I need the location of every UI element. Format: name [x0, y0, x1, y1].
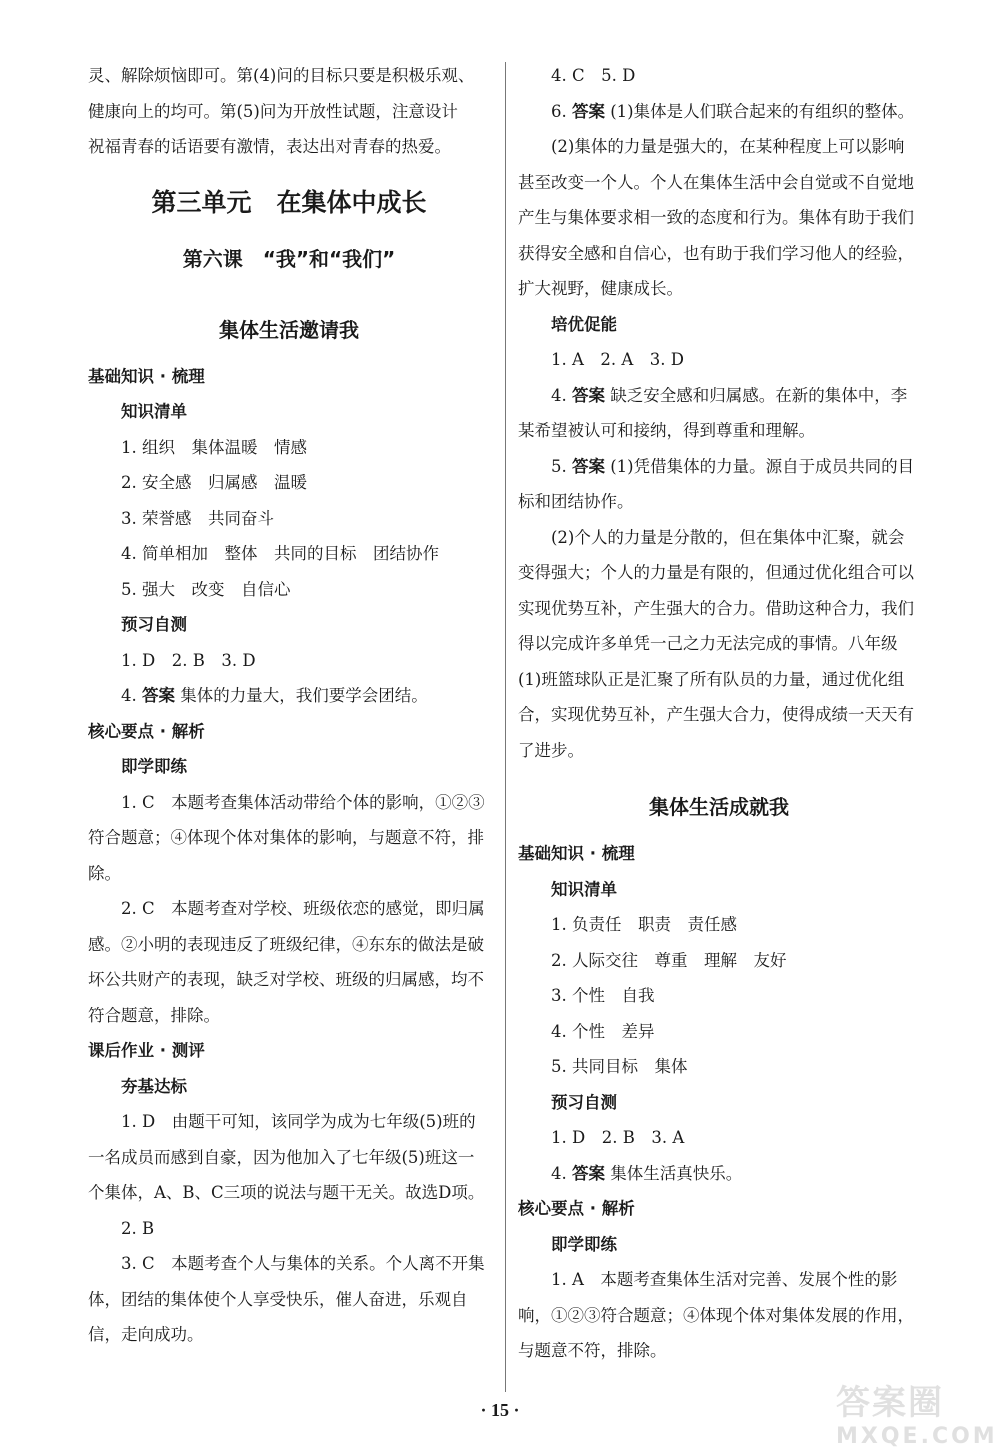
section-heading: 基础知识 · 梳理 — [518, 844, 635, 863]
answer-line — [518, 1156, 920, 1192]
answer-label: 答案 — [142, 686, 175, 705]
subsection-heading: 培优促能 — [551, 314, 617, 334]
answer-text: 缺乏安全感和归属感。在新的集体中，李某希望被认可和接纳，得到尊重和理解。 — [518, 385, 908, 440]
answer-label: 答案 — [572, 456, 605, 476]
column-divider — [505, 62, 506, 1392]
answer-paragraph — [518, 378, 920, 449]
watermark-bottom: MXQE.COM — [836, 1424, 998, 1449]
list-item: 3. 个性 自我 — [551, 986, 655, 1005]
answer-number: 4. — [121, 686, 137, 705]
section-heading: 课后作业 · 测评 — [88, 1041, 205, 1060]
answer-paragraph: 1. A 本题考查集体生活对完善、发展个性的影响，①②③符合题意；④体现个体对集体发展的作用，与题意不符，排除。 — [518, 1270, 914, 1360]
list-item: 2. 安全感 归属感 温暖 — [121, 473, 307, 492]
answer-number: 6. — [551, 101, 567, 121]
list-item: 1. 负责任 职责 责任感 — [551, 915, 737, 934]
subsection-heading: 夯基达标 — [121, 1076, 187, 1096]
subsection-heading: 即学即练 — [121, 757, 187, 776]
list-item: 4. 个性 差异 — [551, 1021, 655, 1041]
section-heading: 核心要点 · 解析 — [518, 1199, 635, 1218]
answer-text: (1)凭借集体的力量。源自于成员共同的目标和团结协作。 — [518, 456, 915, 511]
answer-paragraph — [518, 449, 920, 520]
subsection-heading: 即学即练 — [551, 1234, 617, 1254]
answer-number: 4. — [551, 385, 567, 405]
left-column — [88, 58, 490, 1353]
intro-line: 祝福青春的话语要有激情，表达出对青春的热爱。 — [88, 137, 451, 156]
answer-paragraph: 3. C 本题考查个人与集体的关系。个人离不开集体，团结的集体使个人享受快乐，催人奋进，乐观自信，走向成功。 — [88, 1254, 485, 1344]
answer-paragraph: 2. B — [121, 1218, 155, 1238]
answer-label: 答案 — [572, 1163, 605, 1183]
section-heading: 基础知识 · 梳理 — [88, 366, 205, 386]
subsection-heading: 预习自测 — [121, 615, 187, 634]
subsection-heading: 知识清单 — [121, 402, 187, 421]
list-item: 2. 人际交往 尊重 理解 友好 — [551, 950, 787, 970]
section-heading: 核心要点 · 解析 — [88, 721, 205, 741]
watermark-top: 答案圈 — [836, 1383, 944, 1423]
list-item: 5. 共同目标 集体 — [551, 1057, 688, 1076]
answer-text: 集体生活真快乐。 — [610, 1163, 743, 1183]
answer-label: 答案 — [572, 101, 605, 121]
answer-label: 答案 — [572, 385, 605, 405]
page-number: · 15 · — [480, 1400, 520, 1420]
answer-paragraph: 1. D 由题干可知，该同学为成为七年级(5)班的一名成员而感到自豪，因为他加入了七年级(5)班这一个集体，A、B、C三项的说法与题干无关。故选D项。 — [88, 1112, 485, 1202]
watermark-logo — [836, 1375, 998, 1449]
list-item: 3. 荣誉感 共同奋斗 — [121, 508, 274, 528]
answer-number: 5. — [551, 456, 567, 476]
list-item: 4. 简单相加 整体 共同的目标 团结协作 — [121, 544, 439, 563]
list-item: 5. 强大 改变 自信心 — [121, 579, 291, 599]
list-item: 1. 组织 集体温暖 情感 — [121, 437, 307, 457]
unit-title: 第三单元 在集体中成长 — [151, 187, 427, 217]
answer-paragraph: (2)个人的力量是分散的，但在集体中汇聚，就会变得强大；个人的力量是有限的，但通过优化组合可以实现优势互补，产生强大的合力。借助这种合力，我们得以完成许多单凭一己之力无法完成的事情。八年级(1)班篮球队正是汇聚了所有队员的力量，通过优化组合，实现优势互补，产生强大合力，使得成绩一天天有了进步。 — [518, 527, 914, 760]
answer-line: 1. D 2. B 3. A — [551, 1128, 685, 1147]
topic-title: 集体生活成就我 — [649, 795, 789, 819]
intro-line: 健康向上的均可。第(5)问为开放性试题，注意设计 — [88, 101, 458, 121]
answer-text: (1)集体是人们联合起来的有组织的整体。 — [610, 101, 915, 121]
subsection-heading: 预习自测 — [551, 1092, 617, 1112]
answer-paragraph: 2. C 本题考查对学校、班级依恋的感觉，即归属感。②小明的表现违反了班级纪律，④东东的做法是破坏公共财产的表现，缺乏对学校、班级的归属感，均不符合题意，排除。 — [88, 899, 485, 1025]
answer-number: 4. — [551, 1163, 567, 1183]
answer-line: 1. D 2. B 3. D — [121, 650, 256, 670]
answer-paragraph: (2)集体的力量是强大的，在某种程度上可以影响甚至改变一个人。个人在集体生活中会自觉或不自觉地产生与集体要求相一致的态度和行为。集体有助于我们获得安全感和自信心，也有助于我们学习他人的经验，扩大视野，健康成长。 — [518, 137, 914, 298]
intro-line: 灵、解除烦恼即可。第(4)问的目标只要是积极乐观、 — [88, 66, 475, 85]
right-column — [518, 58, 920, 1369]
answer-text: 集体的力量大，我们要学会团结。 — [180, 686, 428, 705]
answer-line: 4. C 5. D — [551, 66, 636, 85]
answer-paragraph: 1. C 本题考查集体活动带给个体的影响，①②③符合题意；④体现个体对集体的影响，与题意不符，排除。 — [88, 792, 485, 883]
answer-paragraph — [518, 94, 920, 130]
answer-line: 1. A 2. A 3. D — [551, 350, 685, 369]
lesson-title: 第六课 “我”和“我们” — [182, 246, 396, 271]
subsection-heading: 知识清单 — [551, 879, 617, 899]
answer-line — [88, 678, 490, 714]
topic-title: 集体生活邀请我 — [219, 317, 359, 342]
